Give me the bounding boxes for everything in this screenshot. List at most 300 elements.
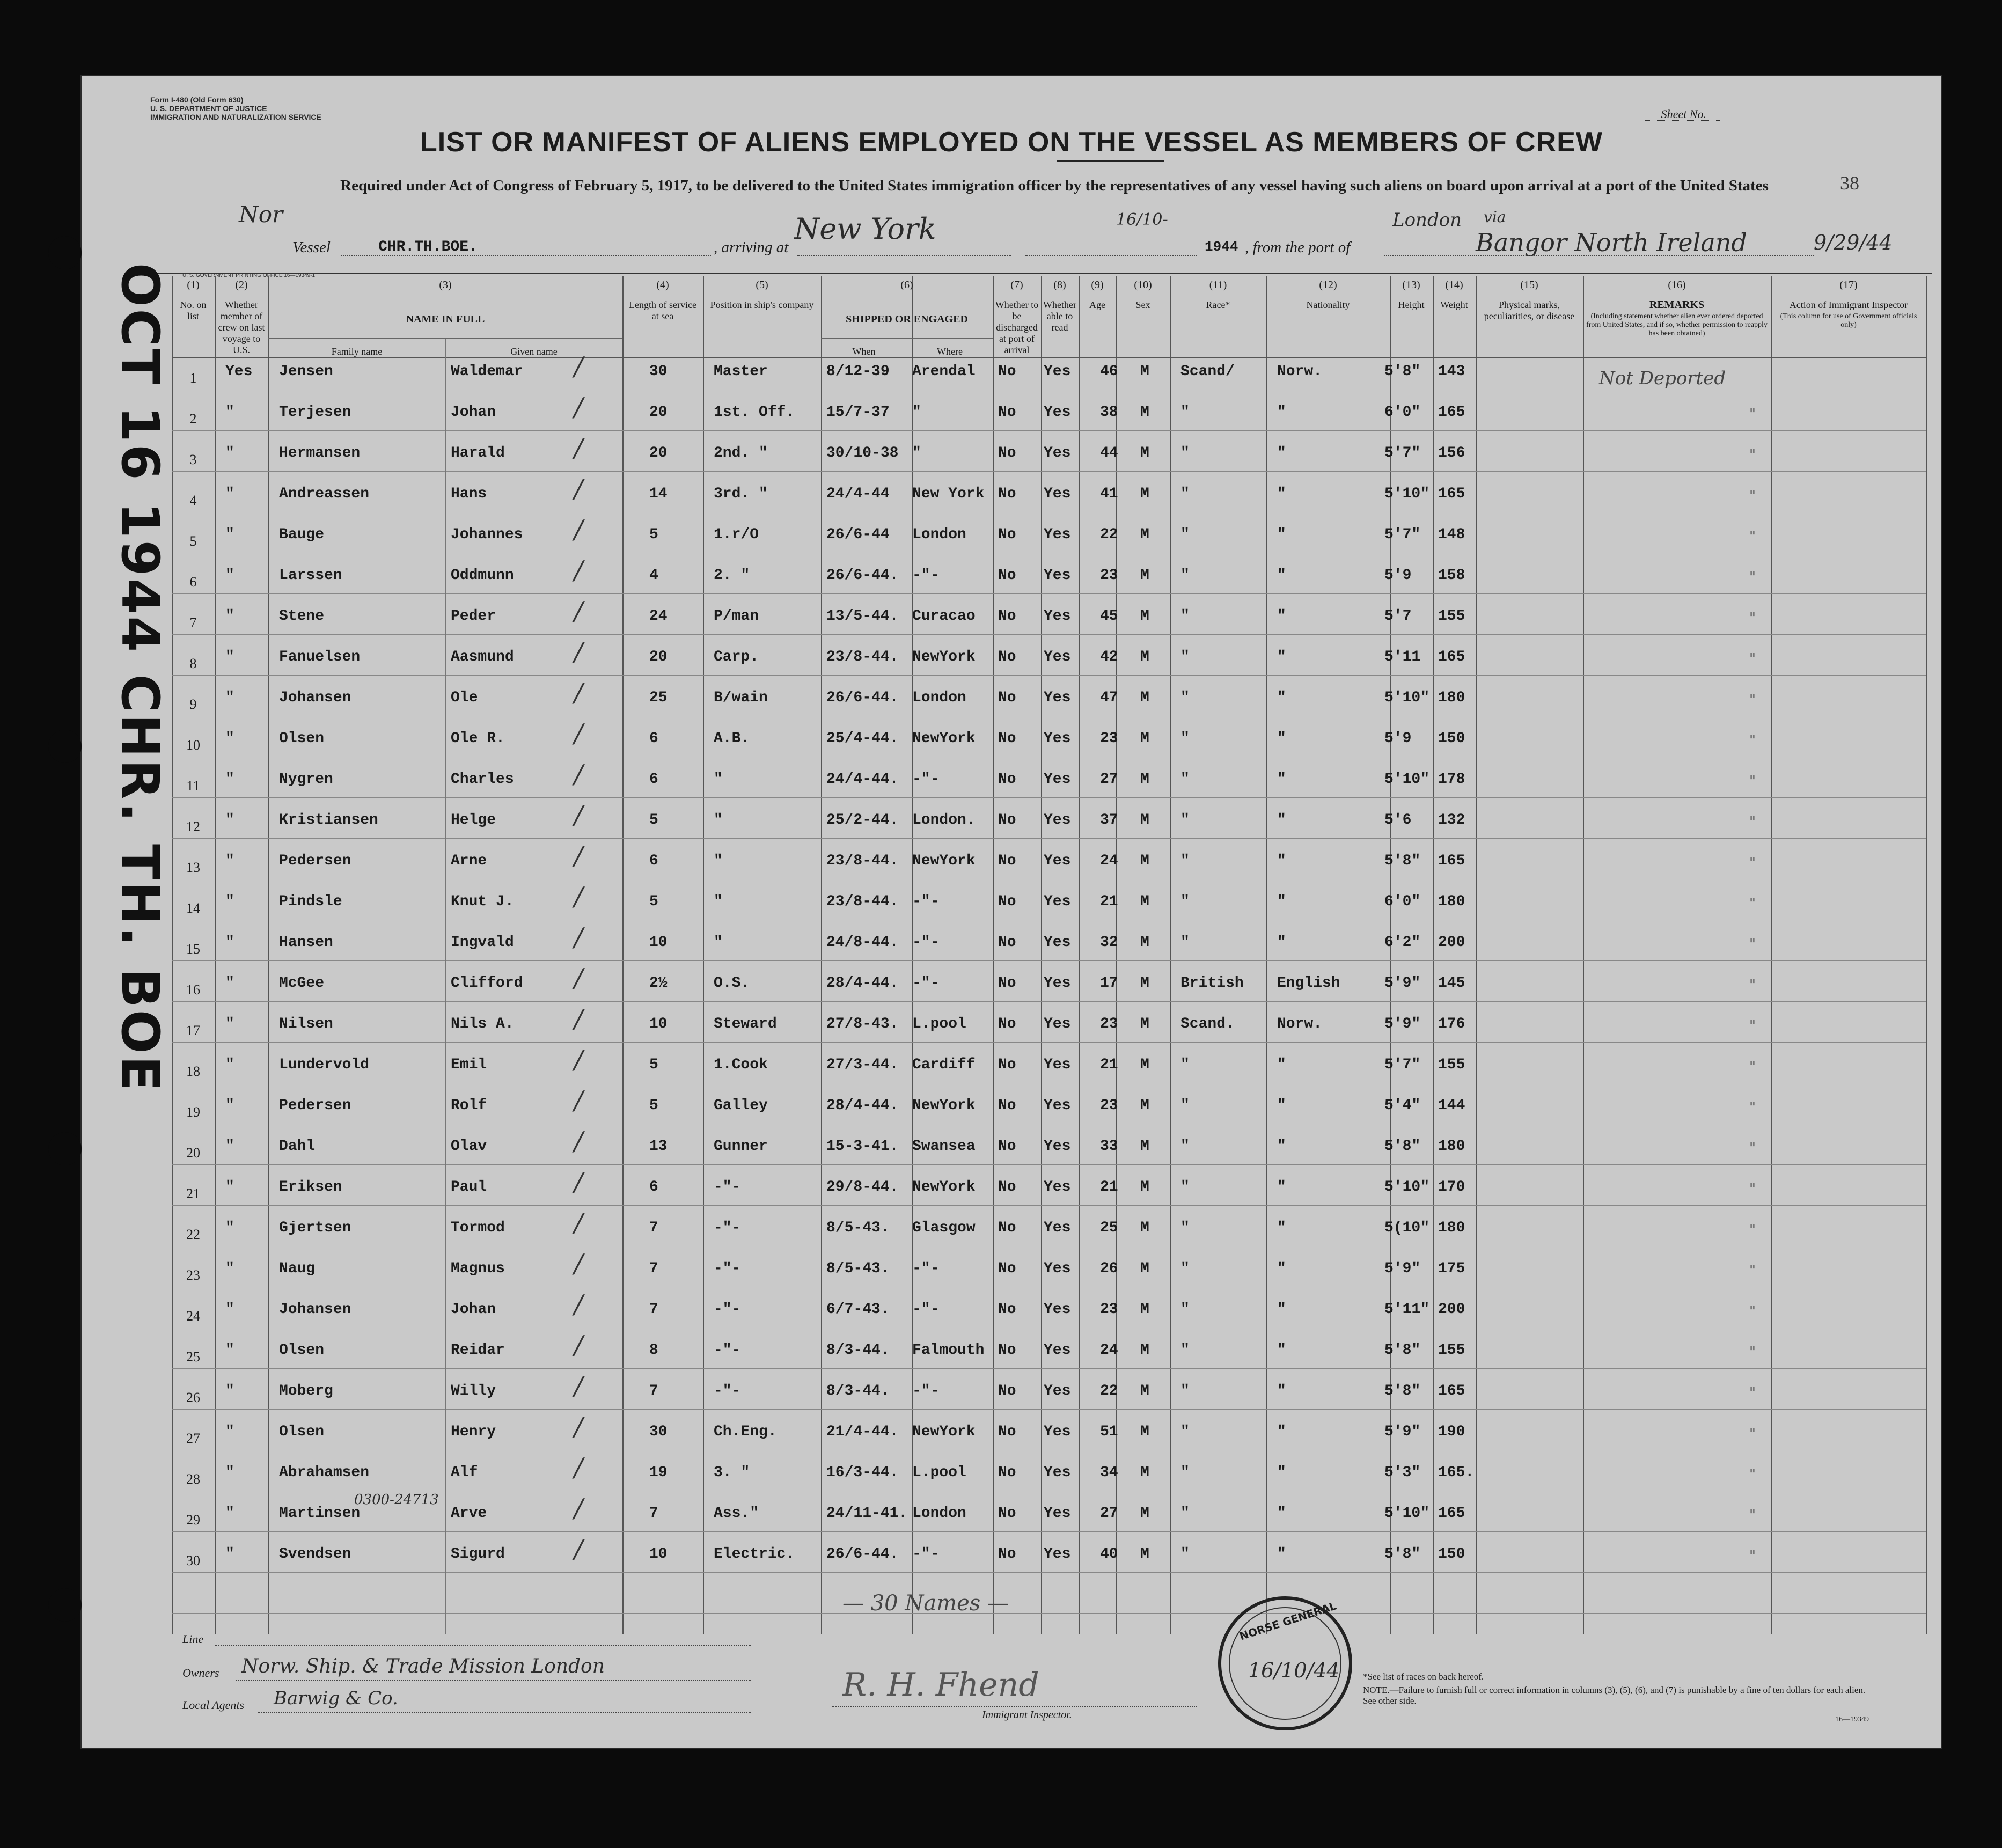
column-header: Nationality [1306,299,1350,310]
cell-weight: 165 [1438,853,1465,869]
row-rule [172,430,1926,431]
cell-height: 5'9 [1384,567,1412,584]
remark: " [1749,732,1756,749]
column-header: Whether able to read [1043,299,1076,333]
column-header: Action of Immigrant Inspector [1789,299,1908,310]
remark: " [1749,1222,1756,1238]
cell-where: NewYork [912,1424,976,1440]
cell-read: Yes [1044,1016,1071,1032]
handwritten-date: 9/29/44 [1814,231,1893,254]
cell-sex: M [1140,1016,1149,1032]
cell-weight: 176 [1438,1016,1465,1032]
document-title: LIST OR MANIFEST OF ALIENS EMPLOYED ON THE VESSEL AS MEMBERS OF CREW [420,127,1603,158]
check-mark-icon: / [574,1493,583,1523]
check-mark-icon: / [574,1330,583,1360]
cell-weight: 132 [1438,812,1465,828]
cell-sex: M [1140,363,1149,380]
cell-weight: 165 [1438,404,1465,421]
remark: " [1749,896,1756,912]
line-underline [215,1645,751,1646]
cell-position: A.B. [714,730,750,747]
cell-read: Yes [1044,1138,1071,1155]
cell-discharged: No [998,771,1016,788]
remark: " [1749,1303,1756,1319]
remark: Not Deported [1599,368,1726,389]
cell-where: " [912,445,921,461]
cell-service: 20 [649,445,668,461]
cell-given: Hans [451,486,487,502]
row-rule [172,593,1926,594]
cell-service: 7 [649,1505,658,1522]
cell-position: Electric. [714,1546,795,1563]
cell-nationality: Norw. [1277,363,1323,380]
cell-sex: M [1140,1097,1149,1114]
column-number: (11) [1209,279,1227,291]
row-number: 30 [186,1553,200,1568]
row-number: 25 [186,1349,200,1365]
row-number: 19 [186,1104,200,1120]
cell-service: 20 [649,649,668,665]
cell-discharged: No [998,934,1016,951]
cell-age: 34 [1100,1464,1118,1481]
cell-when: 30/10-38 [826,445,899,461]
check-mark-icon: / [574,800,583,830]
cell-nationality: English [1277,975,1340,992]
cell-family: Jensen [279,363,333,380]
cell-last: " [225,649,234,665]
cell-nationality: " [1277,690,1286,706]
remark: " [1749,773,1756,789]
cell-position: B/wain [714,690,768,706]
row-number: 20 [186,1145,200,1161]
cell-discharged: No [998,404,1016,421]
cell-given: Henry [451,1424,496,1440]
cell-nationality: " [1277,1097,1286,1114]
cell-when: 23/8-44. [826,853,899,869]
cell-discharged: No [998,363,1016,380]
cell-family: Olsen [279,730,325,747]
column-number: (3) [439,279,452,291]
cell-where: L.pool [912,1016,966,1032]
cell-nationality: " [1277,486,1286,502]
cell-height: 5'10" [1384,486,1430,502]
cell-read: Yes [1044,1464,1071,1481]
cell-height: 5'10" [1384,690,1430,706]
cell-sex: M [1140,893,1149,910]
column-header: Weight [1440,299,1468,310]
cell-nationality: Norw. [1277,1016,1323,1032]
cell-family: Johansen [279,1301,351,1318]
cell-discharged: No [998,730,1016,747]
cell-weight: 165 [1438,486,1465,502]
check-mark-icon: / [574,392,583,422]
cell-family: Johansen [279,690,351,706]
owners-underline [236,1680,751,1681]
cell-service: 5 [649,893,658,910]
cell-weight: 156 [1438,445,1465,461]
cell-family: Hermansen [279,445,361,461]
cell-weight: 165 [1438,1505,1465,1522]
cell-where: Curacao [912,608,976,625]
row-number: 8 [189,656,197,671]
cell-weight: 170 [1438,1179,1465,1196]
row-number: 15 [186,941,200,957]
check-mark-icon: / [574,1453,583,1483]
cell-when: 8/3-44. [826,1383,890,1399]
cell-where: L.pool [912,1464,966,1481]
cell-family: Hansen [279,934,333,951]
cell-sex: M [1140,1138,1149,1155]
row-number: 6 [189,574,197,590]
cell-when: 21/4-44. [826,1424,899,1440]
cell-race: Scand/ [1180,363,1235,380]
cell-given: Aasmund [451,649,514,665]
check-mark-icon: / [574,1167,583,1197]
cell-age: 51 [1100,1424,1118,1440]
column-header: Length of service at sea [629,299,696,321]
column-rule [1266,276,1267,1634]
cell-family: Eriksen [279,1179,342,1196]
cell-given: Arve [451,1505,487,1522]
cell-race: " [1180,1464,1190,1481]
row-number: 4 [189,493,197,508]
cell-age: 26 [1100,1260,1118,1277]
remark: " [1749,936,1756,952]
cell-sex: M [1140,771,1149,788]
cell-where: -"- [912,771,940,788]
cell-last: " [225,1464,234,1481]
check-mark-icon: / [574,1086,583,1116]
column-number: (6) [900,279,913,291]
check-mark-icon: / [574,1208,583,1238]
cell-height: 5'3" [1384,1464,1421,1481]
cell-family: Nilsen [279,1016,333,1032]
cell-nationality: " [1277,445,1286,461]
column-number: (2) [235,279,248,291]
cell-height: 5'9" [1384,1016,1421,1032]
cell-given: Johan [451,1301,496,1318]
line-label: Line [182,1632,204,1646]
cell-read: Yes [1044,1097,1071,1114]
row-rule [172,1368,1926,1369]
signature-underline [832,1706,1197,1707]
cell-nationality: " [1277,1138,1286,1155]
cell-position: Carp. [714,649,759,665]
column-header: Age [1089,299,1105,310]
cell-given: Alf [451,1464,478,1481]
cell-last: " [225,893,234,910]
cell-last: " [225,1505,234,1522]
cell-given: Reidar [451,1342,505,1359]
cell-family: Pedersen [279,1097,351,1114]
cell-race: " [1180,526,1190,543]
cell-where: " [912,404,921,421]
cell-given: Peder [451,608,496,625]
cell-last: " [225,486,234,502]
cell-height: 5'8" [1384,1138,1421,1155]
row-number: 21 [186,1186,200,1201]
remark: " [1749,1344,1756,1360]
side-stamp: OCT 16 1944 CHR. TH. BOE [110,263,170,1094]
cell-when: 8/5-43. [826,1260,890,1277]
column-rule [993,276,994,1634]
cell-position: " [714,812,723,828]
column-rule [1926,276,1927,1634]
remark: " [1749,692,1756,708]
column-number: (4) [656,279,669,291]
cell-discharged: No [998,567,1016,584]
column-header: Height [1398,299,1425,310]
cell-age: 27 [1100,771,1118,788]
cell-given: Harald [451,445,505,461]
stamp-date: 16/10/44 [1248,1659,1340,1682]
column-rule [1771,276,1772,1634]
cell-read: Yes [1044,404,1071,421]
cell-age: 37 [1100,812,1118,828]
cell-discharged: No [998,1464,1016,1481]
cell-given: Ingvald [451,934,514,951]
cell-when: 24/4-44. [826,771,899,788]
cell-nationality: " [1277,1179,1286,1196]
cell-where: NewYork [912,1179,976,1196]
cell-service: 24 [649,608,668,625]
cell-family: Fanuelsen [279,649,361,665]
agents-hand: Barwig & Co. [274,1688,398,1709]
row-number: 7 [189,615,197,630]
remark: " [1749,1548,1756,1564]
check-mark-icon: / [574,596,583,626]
check-mark-icon: / [574,515,583,545]
row-rule [172,634,1926,635]
cell-nationality: " [1277,404,1286,421]
column-number: (1) [187,279,200,291]
gpo-line: U. S. GOVERNMENT PRINTING OFFICE 16—19349-1 [182,273,316,278]
column-header: Whether member of crew on last voyage to U.S. [218,299,265,355]
cell-position: 2. " [714,567,750,584]
page-number: 38 [1840,172,1859,194]
cell-race: " [1180,486,1190,502]
remark: " [1749,1059,1756,1075]
cell-race: " [1180,1342,1190,1359]
cell-nationality: " [1277,1424,1286,1440]
cell-sex: M [1140,1179,1149,1196]
cell-position: 1st. Off. [714,404,795,421]
cell-discharged: No [998,526,1016,543]
row-number: 11 [186,778,200,794]
cell-service: 7 [649,1301,658,1318]
check-mark-icon: / [574,678,583,708]
cell-height: 5'7" [1384,1057,1421,1073]
cell-where: London [912,690,966,706]
column-subheader: When [852,346,876,357]
form-identifier [150,96,321,121]
cell-height: 5'7" [1384,445,1421,461]
cell-nationality: " [1277,893,1286,910]
sub-header-rule [268,338,622,339]
cell-discharged: No [998,649,1016,665]
cell-given: Nils A. [451,1016,514,1032]
via-hand: via [1484,208,1506,226]
cell-given: Paul [451,1179,487,1196]
cell-last: " [225,812,234,828]
check-mark-icon: / [574,882,583,912]
cell-where: London. [912,812,976,828]
remark: " [1749,1385,1756,1401]
cell-nationality: " [1277,649,1286,665]
cell-position: P/man [714,608,759,625]
cell-race: " [1180,1301,1190,1318]
cell-height: 5'11 [1384,649,1421,665]
cell-last: " [225,1342,234,1359]
row-number: 26 [186,1390,200,1405]
cell-position: " [714,934,723,951]
cell-nationality: " [1277,730,1286,747]
cell-family: Pedersen [279,853,351,869]
cell-height: 5'8" [1384,363,1421,380]
cell-sex: M [1140,1464,1149,1481]
cell-weight: 145 [1438,975,1465,992]
cell-read: Yes [1044,1424,1071,1440]
cell-when: 26/6-44. [826,690,899,706]
cell-given: Johannes [451,526,523,543]
cell-age: 23 [1100,1301,1118,1318]
cell-position: -"- [714,1342,741,1359]
column-number: (10) [1134,279,1152,291]
cell-weight: 200 [1438,1301,1465,1318]
row-number: 27 [186,1431,200,1446]
cell-weight: 144 [1438,1097,1465,1114]
remark: " [1749,406,1756,422]
column-rule [1170,276,1171,1634]
via-port-hand: Bangor North Ireland [1476,228,1747,257]
check-mark-icon: / [574,433,583,463]
remark: " [1749,1181,1756,1197]
cell-discharged: No [998,486,1016,502]
remark: " [1749,1426,1756,1442]
cell-given: Oddmunn [451,567,514,584]
remark: " [1749,855,1756,871]
cell-read: Yes [1044,1220,1071,1236]
cell-position: 3. " [714,1464,750,1481]
cell-race: " [1180,1260,1190,1277]
arriving-underline [797,255,1011,256]
cell-read: Yes [1044,1260,1071,1277]
cell-given: Knut J. [451,893,514,910]
cell-read: Yes [1044,363,1071,380]
cell-age: 21 [1100,1179,1118,1196]
cell-age: 41 [1100,486,1118,502]
row-number: 13 [186,860,200,875]
cell-read: Yes [1044,975,1071,992]
cell-service: 10 [649,1016,668,1032]
cell-height: 5'8" [1384,1383,1421,1399]
row-number: 12 [186,819,200,834]
check-mark-icon: / [574,963,583,993]
race-note: *See list of races on back hereof. [1363,1671,1484,1682]
column-number: (16) [1668,279,1686,291]
cell-height: 6'0" [1384,893,1421,910]
cell-service: 20 [649,404,668,421]
cell-where: Arendal [912,363,976,380]
nationality-hand: Nor [239,201,283,228]
cell-discharged: No [998,1342,1016,1359]
cell-age: 33 [1100,1138,1118,1155]
cell-read: Yes [1044,1546,1071,1563]
cell-position: -"- [714,1179,741,1196]
cell-sex: M [1140,649,1149,665]
cell-where: NewYork [912,649,976,665]
column-rule [215,276,216,1634]
title-underline [1057,160,1164,162]
cell-given: Sigurd [451,1546,505,1563]
cell-where: NewYork [912,730,976,747]
cell-read: Yes [1044,730,1071,747]
cell-sex: M [1140,404,1149,421]
cell-service: 30 [649,1424,668,1440]
remark: " [1749,488,1756,504]
vessel-name: CHR.TH.BOE. [378,239,478,255]
row-number: 23 [186,1267,200,1283]
column-rule [1433,276,1434,1634]
cell-nationality: " [1277,1260,1286,1277]
cell-family: Svendsen [279,1546,351,1563]
cell-race: " [1180,1546,1190,1563]
punch-hole [48,236,82,269]
cell-last: Yes [225,363,253,380]
cell-weight: 180 [1438,893,1465,910]
check-mark-icon: / [574,474,583,504]
cell-age: 23 [1100,1016,1118,1032]
cell-race: Scand. [1180,1016,1235,1032]
column-header: NAME IN FULL [406,313,485,325]
column-number: (13) [1402,279,1420,291]
cell-weight: 165. [1438,1464,1475,1481]
year: 1944 [1205,239,1238,255]
row-number: 9 [189,696,197,712]
cell-given: Johan [451,404,496,421]
cell-height: 5'6 [1384,812,1412,828]
cell-nationality: " [1277,567,1286,584]
cell-nationality: " [1277,934,1286,951]
cell-last: " [225,1097,234,1114]
cell-service: 5 [649,1057,658,1073]
row-number: 24 [186,1308,200,1324]
cell-read: Yes [1044,893,1071,910]
cell-position: Galley [714,1097,768,1114]
cell-when: 29/8-44. [826,1179,899,1196]
cell-given: Emil [451,1057,487,1073]
sub-column-rule [445,338,446,1634]
cell-sex: M [1140,1260,1149,1277]
cell-when: 24/11-41. [826,1505,908,1522]
manifest-sheet [80,75,1942,1749]
column-number: (17) [1839,279,1858,291]
cell-sex: M [1140,1220,1149,1236]
column-subheader: Given name [510,346,558,357]
cell-sex: M [1140,608,1149,625]
cell-weight: 190 [1438,1424,1465,1440]
cell-when: 15/7-37 [826,404,890,421]
cell-weight: 158 [1438,567,1465,584]
cell-read: Yes [1044,526,1071,543]
cell-sex: M [1140,1383,1149,1399]
cell-position: Gunner [714,1138,768,1155]
cell-weight: 148 [1438,526,1465,543]
row-rule [172,1001,1926,1002]
cell-age: 40 [1100,1546,1118,1563]
cell-family: Pindsle [279,893,342,910]
cell-height: 5'7" [1384,526,1421,543]
